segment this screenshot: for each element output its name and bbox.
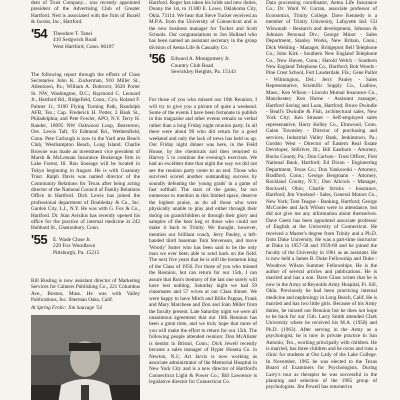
secretary-street: 410 Sedgwick Road [53, 37, 97, 44]
secretary-city: West Hartford, Conn. 06107 [53, 43, 115, 50]
secretary-name: Theodore T. Tansi [53, 30, 92, 37]
secretary-city: Pittsburgh, Pa. 15215 [53, 249, 100, 256]
class-header-55 [31, 231, 140, 274]
photo-caption: At Spring Frolic: Jim Sauvage '54 [31, 305, 102, 312]
secretary-street: Country Club Road [171, 62, 214, 69]
secretary-city: Sewickley Heights, Pa. 15143 [171, 69, 236, 76]
class-year-55: '55 [31, 231, 48, 247]
class-notes-54: The following report through the efforts of Class Secretaries John K. Zuckerman, 910 Miller St., Allentown, Pa.; William A. Dobrovir, 3620 Porter St. NW, Washington, D.C.; Raymond C. Leonard Jr., Hartford Rd., Ridgefield, Conn.; Cyn. Roland F. Palmer Jr., 9100 Flying Turning Path, Randolph AFB, Tex.; Cap. Frederick H. Potter, 2 Bank St., Philadelphia; and Pete Fowler, APO, N.Y. Terry H. Rander, 18095 NW Oakwood Loop, Beaverton, Ore. Lewis Taft, 93 Edmund Rd., Wethersfield, Conn. Pete Carlough is now in the Yard area Beach Club, Westhampton Beach, Long Island. Charlie Browne was made an investment vice president of Marsh & McLennan Insurance Brokerage firm in Lake Forest, Ill. Ron Sousage will be located in Tokyo beginning in August. He is with Guaranty Trust. Ralph Davis was named director of the Community Relations for Texas after being acting director of the National Council of Family Relations Office in Hartford. Dick Lewis has joined the professional department of Doubleday & Co., Inc. Garden City, L.I., N.Y. He was with G. Fox & Co., Hartford. Dr. Stan Avisikis has recently opened his office for the practice of internal medicine at 242 Hubbard St., Glastonbury, Conn. [31, 71, 140, 232]
class-secretary-address-55 [53, 237, 99, 257]
class-notes-55: Bill Rusling is now assistant director of Marketing Services for Cahners Publishing Co., 221 Columbus Ave., Boston, Mass. He was with Valley Publications, Inc. Sherman Oaks, Calif. [31, 277, 140, 303]
column-left [31, 0, 140, 400]
class-header-56 [149, 53, 257, 93]
class-secretary-address-56 [171, 56, 236, 76]
portrait-image [31, 315, 140, 400]
column-middle [149, 0, 257, 400]
class-header-54 [31, 25, 140, 68]
class-year-56: '56 [149, 51, 166, 67]
secretary-name: E. Wade Close Jr. [53, 236, 91, 243]
column-left-top-text: dent of Trust Company... was recently appointed president of the Advertising Club of Greater Hartford. Ned is associated with the firm of Bozell & Jacobs, Inc., Hartford. [31, 0, 140, 26]
column-middle-top-text: Hartford. Roger has taken his bride and new duties, Donny the 1st, to 11300 E. Lowe, Oklahoma City, Okla. 73114. We hear that Steve Tucker received an M.P.A. from the University of Connecticut and is the new business manager for Tucker and Scott Schools. Our congratulations to Jon Holland who has been named an assistant secretary in the group division of Aetna Life & Casualty Co. [149, 0, 257, 51]
class-notes-56: For those of you who missed our 10th Reunion, I will try to give you a picture of quite a weekend. Some of the events I have been fortunate to publish in this magazine and other events remain so verbal rather than a long Friday night reunion party. In all there were about 90 who did return for a good weekend and only the lack of news has held us up. Our Friday night dinner was here, in the Field House, by the chemicals and then returned to Harvey 5 to continue the evening's exercises. We had an excellent time that night the way we did not see the reunion party come to an end. Those who survived scored another outstanding success by soundly defeating the 'young grads' in a game of fast softball. The stars of the game, far too numerous to mention in this limited space, deserve the highest praise, as do all those who were physically unable to play and either through their doting on grandchildren or through their glory and samples of the beer keg or those who could not make it back to Trinity. We thought, however, mention our brilliant coach, Jerry Pauley, a left-handed third baseman Tom Stevenson, and move 'Woody' Sutter who has been said to be the only man we ever been able to send back on the field. The next five years that he is still the homerun king of the Class of 1956. For those of you who missed the Reunion, but can return for our 15th, I can assure that Ron's memory of the last one surely will have lost nothing. Saturday night we had 59 classmates and 57 wives at our Class dinner. We were happy to have Mitch and Billie Pappas, Frank and Mary Marchese and Don and Joan Miller from the faculty present. Late Saturday night we were all unanimous agreement that our 10th Reunion has been a great time, and we truly hope that more of you will make the effort to return for our 15th. The following people attended reunion: Don McAlister is dentist in Bristol, Conn.; Dick Jewell recently became a sales manager of Hyper Honeta Co. in Newton, N.J.; Art Jarvis is now working as associate administrator of the Memorial Hospital in New York City and is a new director of Hartford's Connecticut Light & Power Co.; Bill Lawrence is legislative director for Connecticut Co. [149, 97, 257, 386]
column-right [266, 0, 377, 400]
secretary-name: Edward A. Montgomery Jr. [171, 56, 230, 63]
class-year-54: '54 [31, 25, 48, 41]
column-right-text: Data processing coordinator, Aetna Life Insurance Co.; Dr. Ward W. Curran, associate professor of Economics, Trinity College. Dave Kennedy is a member of Trinity University, Lafayette Ind. Gil Wiswandt - Research and development, Johnson & Johnson Personal Div.; George Minor - Sales Department, Stanley Works, New Britain, Conn.; Dick Wehling - Manager, Bridgeport Bell Telephone Co.; John Kirk - Southern New England Telephone Co., New Haven, Conn.; Harold Welch - Southern New England Telephone Co., Hartford; Bob Woods - Pine Crest School, Fort Lauderdale, Fla.; Gene Pallot - Wilmington, Del.; Jerry Pauley - Sales Representative, Scientific Supply Co., Ludlow, Mass.; Ken Wilson - Lincoln Mutual Insurance Co., Manchester; Ken Horne - Assistant manager, Hartford Saving and Loan, Hartford; Bruce Dwindle - Beall's Dwindle & Fish, architectural sales, New York City; Ken Strasser - Self-employed sales representative, Harry Kelley Co., Elmwood, Conn. Galen Townsley - Director of purchasing and services, Industrial Valley Bank, Jenkintown, Pa.; Gordon West - Director of Eastern Real Estate Developer, Stillriver, Ill.; Bill Eastburn - Attorney, Bucks County, Pa.; Don Carlson - Trust Officer, First National Bank, Hartford; Ed Dixon - Engineering Department, Texas Co.; Don Yankowski - Attorney, Bradford, Conn.; George Bergmann - Attorney, Rockland County, N.Y.; Don Allcock - Manager, Rockwell, Ohio; Charlie Stricks - Insurance, Hartford; Jim Vreeland - Sales, General Motors Co., New York; Tom Teague - Banking, Hartford; George McConlee and Jack Wilson were in attendance, but did not give me any information about themselves. Dave Geetz has been appointed associate professor of English at the University of Connecticut. He received a Master's degree from Trinity and a Ph.D. from Duke University. He was a part-time instructor at Duke in 1957-58 and 1959-60 and he joined the faculty of the University in 1961 as an assistant. He is now held a James B. Duke Fellowship and Duke - Woodrow Wilson Summer Fellowships. He is the author of several articles and publications. He is married and has a son. Dave Glass writes that he is now in the Army at Reynolds Army Hospital, Ft. Sill, Okla. Previously he had been practicing internal medicine and nephrology in Long Beach, Calif. He is married and has two little girls. Because of his Army duties, he missed our Reunion but he does not hope to be back for our 15th. Larry Smith attended Clark University where he received his M.A. (1958) and Ph.D. (1963). After serving in the Army as a psychologist, he is now in private practice in San Antonio, Tex., working principally with children. He is married, has three children and he owns and runs a clinic for students at Our Lady of the Lake College. In November, 1965 he was elected to the Texas Board of Examiners for Psychologists. During Larry's tour as therapist he was successful in the planning and selection of the 1965 group of psychologists. Jim Powell has returned to [266, 0, 377, 391]
secretary-street: 229 Fox Woodlawn [53, 243, 96, 250]
class-secretary-address-54 [53, 31, 114, 51]
alumnus-photo [31, 315, 140, 400]
